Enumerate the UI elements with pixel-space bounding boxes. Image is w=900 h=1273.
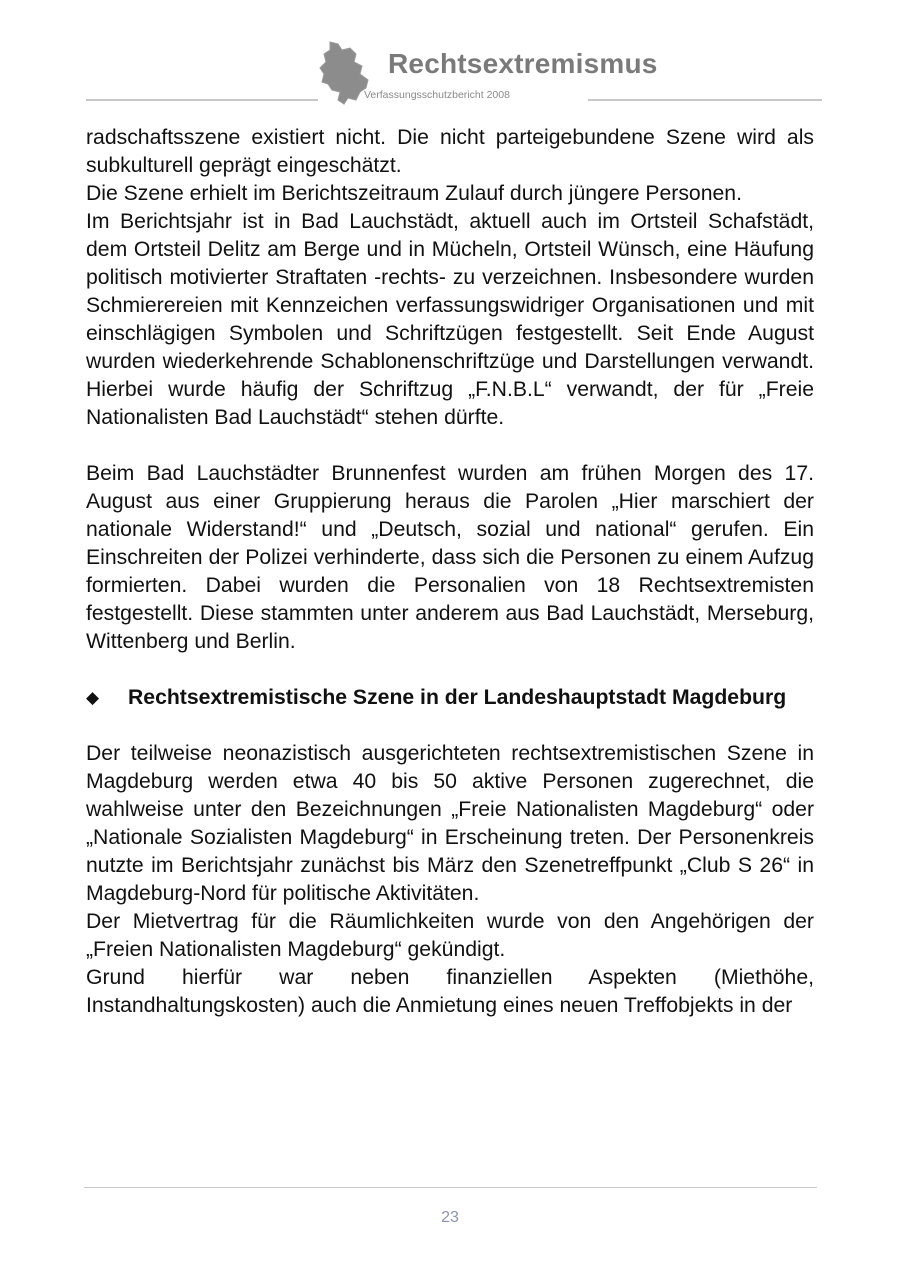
header-rule-left xyxy=(86,99,318,101)
paragraph-gap xyxy=(86,656,814,684)
paragraph-gap xyxy=(86,432,814,460)
page-header xyxy=(0,0,900,110)
footer-rule xyxy=(84,1187,817,1188)
header-title: Rechtsextremismus xyxy=(388,48,658,79)
body-paragraph: Die Szene erhielt im Berichtszeitraum Zulauf durch jüngere Personen. xyxy=(86,182,742,205)
body-paragraph: Der Mietvertrag für die Räumlichkeiten wurde von den Angehörigen der „Freien Nationalisten Magdeburg“ gekündigt. xyxy=(86,910,814,961)
body-paragraph-brunnenfest: Beim Bad Lauchstädter Brunnenfest wurden am frühen Morgen des 17. August aus einer Gruppierung heraus die Parolen „Hier marschiert der nationale Widerstand!“ und „Deutsch, sozial und national“ gerufen. Ein Einschreiten der Polizei verhinderte, dass sich die Personen zu einem Aufzug formierten. Dabei wurden die Personalien von 18 Rechtsextremisten festgestellt. Diese stammten unter anderem aus Bad Lauchstädt, Merseburg, Wittenberg und Berlin. xyxy=(86,462,814,653)
body-paragraph: Der teilweise neonazistisch ausgerichteten rechtsextremistischen Szene in Magdeburg werden etwa 40 bis 50 aktive Personen zugerechnet, die wahlweise unter den Bezeichnungen „Freie Nationalisten Magdeburg“ oder „Nationale Sozialisten Magdeburg“ in Erscheinung treten. Der Personenkreis nutzte im Berichtsjahr zunächst bis März den Szenetreffpunkt „Club S 26“ in Magdeburg-Nord für politische Aktivitäten. xyxy=(86,742,814,905)
section-heading-text: Rechtsextremistische Szene in der Landeshauptstadt Magdeburg xyxy=(128,686,787,709)
section-heading xyxy=(86,684,814,712)
document-body xyxy=(86,124,814,1020)
diamond-bullet-icon: ◆ xyxy=(86,688,100,707)
page-number: 23 xyxy=(441,1209,459,1226)
header-rule-right xyxy=(588,99,822,101)
header-subtitle: Verfassungsschutzbericht 2008 xyxy=(364,89,510,101)
body-paragraph: Grund hierfür war neben finanziellen Aspekten (Miethöhe, Instandhaltungskosten) auch die Anmietung eines neuen Treffobjekts in der xyxy=(86,966,814,1017)
body-paragraph: Im Berichtsjahr ist in Bad Lauchstädt, aktuell auch im Ortsteil Schafstädt, dem Ortsteil Delitz am Berge und in Mücheln, Ortsteil Wünsch, eine Häufung politisch motivierter Straftaten -rechts- zu verzeichnen. Insbesondere wurden Schmierereien mit Kennzeichen verfassungswidriger Organisationen und mit einschlägigen Symbolen und Schriftzügen festgestellt. Seit Ende August wurden wiederkehrende Schablonenschriftzüge und Darstellungen verwandt. Hierbei wurde häufig der Schriftzug „F.N.B.L“ verwandt, der für „Freie Nationalisten Bad Lauchstädt“ stehen dürfte. xyxy=(86,210,814,429)
body-paragraph: radschaftsszene existiert nicht. Die nicht parteigebundene Szene wird als subkulturell geprägt eingeschätzt. xyxy=(86,126,814,177)
paragraph-gap xyxy=(86,712,814,740)
